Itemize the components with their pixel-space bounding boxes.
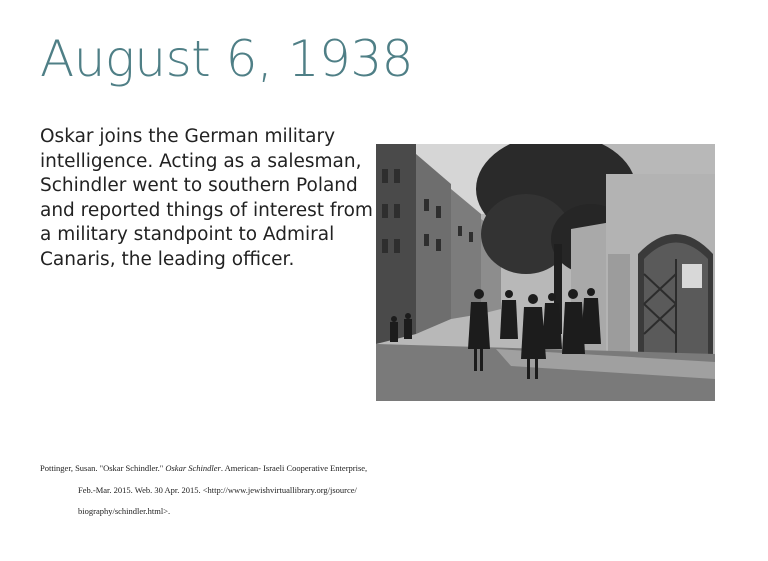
slide-body-text: Oskar joins the German military intelligence. Acting as a salesman, Schindler went to southern Poland and reported things of interest from a military standpoint to Admiral Canaris, the leading officer. [40, 126, 373, 270]
slide-title: August 6, 1938 [40, 30, 413, 88]
street-photo [376, 144, 715, 401]
citation-line-1: Pottinger, Susan. "Oskar Schindler." Oskar Schindler. American- Israeli Cooperative Enterprise, [40, 463, 368, 473]
citation [40, 463, 400, 528]
citation-line-2: Feb.-Mar. 2015. Web. 30 Apr. 2015. <http://www.jewishvirtuallibrary.org/jsource/ [78, 484, 357, 495]
citation-line-3: biography/schindler.html>. [78, 506, 171, 516]
